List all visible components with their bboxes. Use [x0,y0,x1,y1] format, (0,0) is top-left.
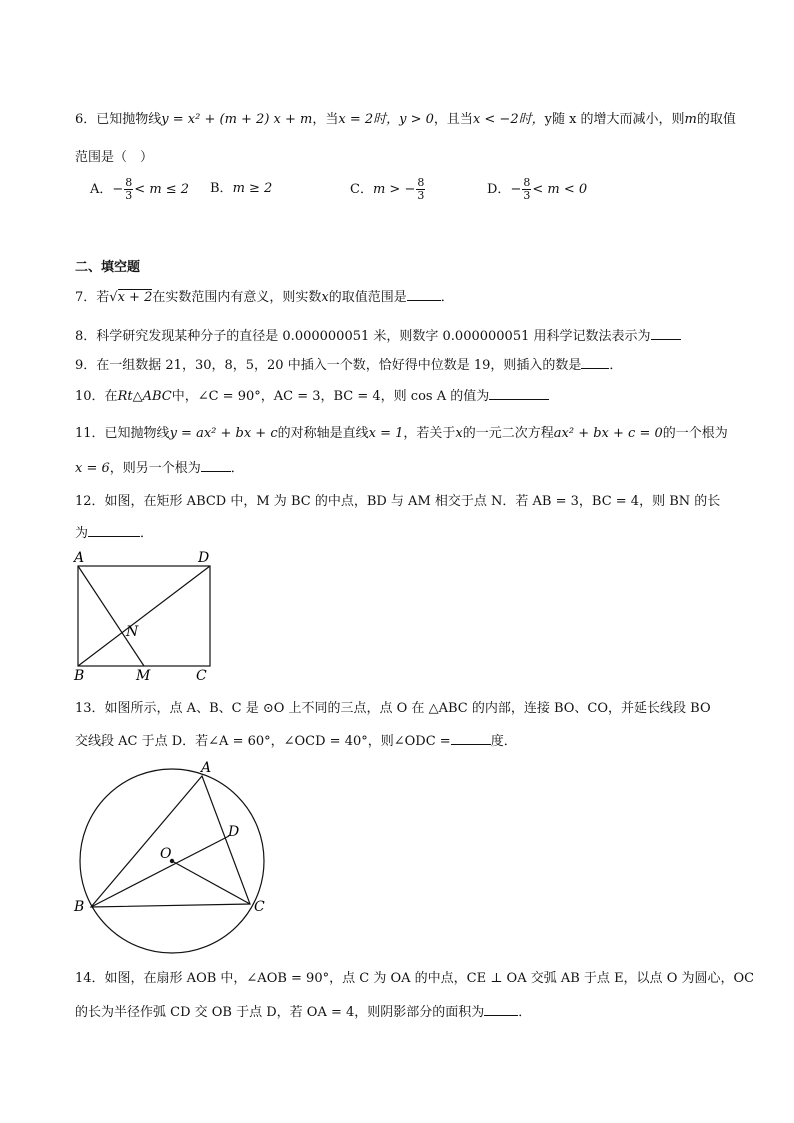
q9-text: 在一组数据 21，30，8，5，20 中插入一个数，恰好得中位数是 19，则插入的数是 [96,358,582,373]
q6-cond2: y > 0 [399,112,434,127]
option-d-fraction [522,177,531,202]
q11-tail: 的一个根为 [662,426,728,441]
q11-mid3: 的一元二次方程 [462,426,554,441]
q6-cond3: x < −2时， [472,112,545,127]
q6-line1 [75,108,736,127]
q10-number: 10． [75,389,105,404]
q10 [75,385,549,404]
option-d-denominator: 3 [523,189,531,202]
q9 [75,354,622,373]
option-d-label: D． [487,182,511,197]
q11-eq2: ax² + bx + c = 0 [553,426,663,441]
q7-var: x [321,290,329,305]
q6-text-a: 已知抛物线 [96,112,162,127]
rectangle-figure [68,548,228,683]
answer-blank[interactable] [651,327,681,340]
q6-text-f: 范围是（ ） [75,150,154,165]
q6-option-a [90,177,189,202]
q9-number: 9． [75,358,97,373]
answer-blank[interactable] [484,1003,518,1016]
q11-end: ． [230,461,244,476]
q6-option-d [487,177,587,202]
q9-end: ． [609,358,623,373]
option-a-label: A． [90,182,113,197]
answer-blank[interactable] [581,356,609,369]
q11-line2 [75,457,244,476]
q7-number: 7． [75,290,97,305]
q13-number: 13． [75,701,105,716]
q11-pre: 已知抛物线 [104,426,170,441]
q7-pre: 若 [96,290,110,305]
q13-end: 度． [490,734,517,749]
diagonal-bd [78,566,210,666]
option-c-numerator: 8 [417,176,425,189]
label-n: N [126,624,139,640]
q8 [75,325,681,344]
q6-line2 [75,146,153,165]
q10-text: 中，∠C = 90°，AC = 3，BC = 4，则 cos A 的值为 [171,389,490,404]
sqrt-sign: √ [109,290,118,305]
option-a-numerator: 8 [125,176,133,189]
answer-blank[interactable] [88,524,140,537]
q14-line2 [75,1001,531,1020]
q7-end: ． [440,290,454,305]
q13-text: 如图所示，点 A、B、C 是 ⊙O 上不同的三点，点 O 在 △ABC 的内部，连接 BO、CO，并延长线段 BO [104,701,711,716]
q6-text-d: y随 x 的增大而减小，则 [544,112,685,127]
label-c: C [254,899,265,915]
label-c: C [196,668,207,683]
section-title: 二、填空题 [75,260,141,275]
label-b: B [74,668,85,683]
q13-line1 [75,697,711,716]
q13-line2 [75,730,517,749]
q14-end: ． [518,1005,532,1020]
option-d-tail: < m < 0 [532,182,588,197]
q7-sqrt-expr: x + 2 [117,290,153,305]
minus-sign: − [112,182,124,197]
q7 [75,286,454,305]
label-a: A [201,760,212,776]
q12-line1 [75,490,720,509]
option-a-denominator: 3 [125,189,133,202]
answer-blank[interactable] [451,732,491,745]
answer-blank[interactable] [201,459,231,472]
option-c-denominator: 3 [417,189,425,202]
q8-text: 科学研究发现某种分子的直径是 0.000000051 米，则数字 0.000000051 用科学记数法表示为 [96,329,651,344]
label-a: A [74,550,85,566]
label-b: B [74,899,85,915]
q6-number: 6． [75,112,97,127]
q11-mid: 的对称轴是直线 [277,426,369,441]
segment-am [78,566,144,666]
q11-line2-eq: x = 6 [75,461,110,476]
option-b-text: m ≥ 2 [232,181,273,196]
q12-text: 如图，在矩形 ABCD 中，M 为 BC 的中点，BD 与 AM 相交于点 N．若 AB = 3，BC = 4，则 BN 的长 [104,494,721,509]
q10-pre: 在 [104,389,118,404]
q7-tail: 的取值范围是 [328,290,407,305]
q6-text-c: ，且当 [433,112,473,127]
option-d-numerator: 8 [523,176,531,189]
circle-figure [68,758,280,958]
q14-line2-text: 的长为半径作弧 CD 交 OB 于点 D，若 OA = 4，则阴影部分的面积为 [75,1005,485,1020]
q6-text-e: 的取值 [696,112,736,127]
q8-number: 8． [75,329,97,344]
q14-text: 如图，在扇形 AOB 中，∠AOB = 90°，点 C 为 OA 的中点，CE ⊥ OA 交弧 AB 于点 E，以点 O 为圆心，OC [104,971,755,986]
q11-line1 [75,422,728,441]
q6-var-m: m [684,112,697,127]
q6-option-c [350,177,426,202]
label-d: D [228,824,240,840]
minus-sign: − [510,182,522,197]
option-a-tail: < m ≤ 2 [134,182,190,197]
segment-oc [172,861,250,904]
q14-line1 [75,967,754,986]
q11-number: 11． [75,426,105,441]
option-a-fraction [124,177,133,202]
q14-number: 14． [75,971,105,986]
option-b-label: B． [210,181,233,196]
q11-axis: x = 1 [368,426,404,441]
label-m: M [136,668,151,683]
q7-text: 在实数范围内有意义，则实数 [152,290,322,305]
q12-line2-text: 为 [75,526,89,541]
q13-line2-text: 交线段 AC 于点 D．若∠A = 60°，∠OCD = 40°，则∠ODC = [75,734,451,749]
option-c-fraction [416,177,425,202]
q10-triangle: Rt△ABC [117,389,172,404]
q6-option-b [210,177,272,196]
option-c-label: C． [350,182,373,197]
q11-eq: y = ax² + bx + c [169,426,278,441]
label-d: D [198,550,210,566]
q12-line2 [75,522,153,541]
label-o: O [160,846,172,862]
q12-end: ． [140,526,154,541]
q6-cond1: x = 2时， [338,112,400,127]
triangle-abc [91,776,250,907]
q11-line2-text: ，则另一个根为 [109,461,201,476]
answer-blank[interactable] [489,387,549,400]
option-c-text: m > − [372,182,416,197]
q12-number: 12． [75,494,105,509]
q6-text-b: ，当 [312,112,339,127]
q11-mid2: ，若关于 [403,426,456,441]
q6-equation: y = x² + (m + 2) x + m [161,112,313,127]
answer-blank[interactable] [407,288,441,301]
q11-var: x [455,426,463,441]
